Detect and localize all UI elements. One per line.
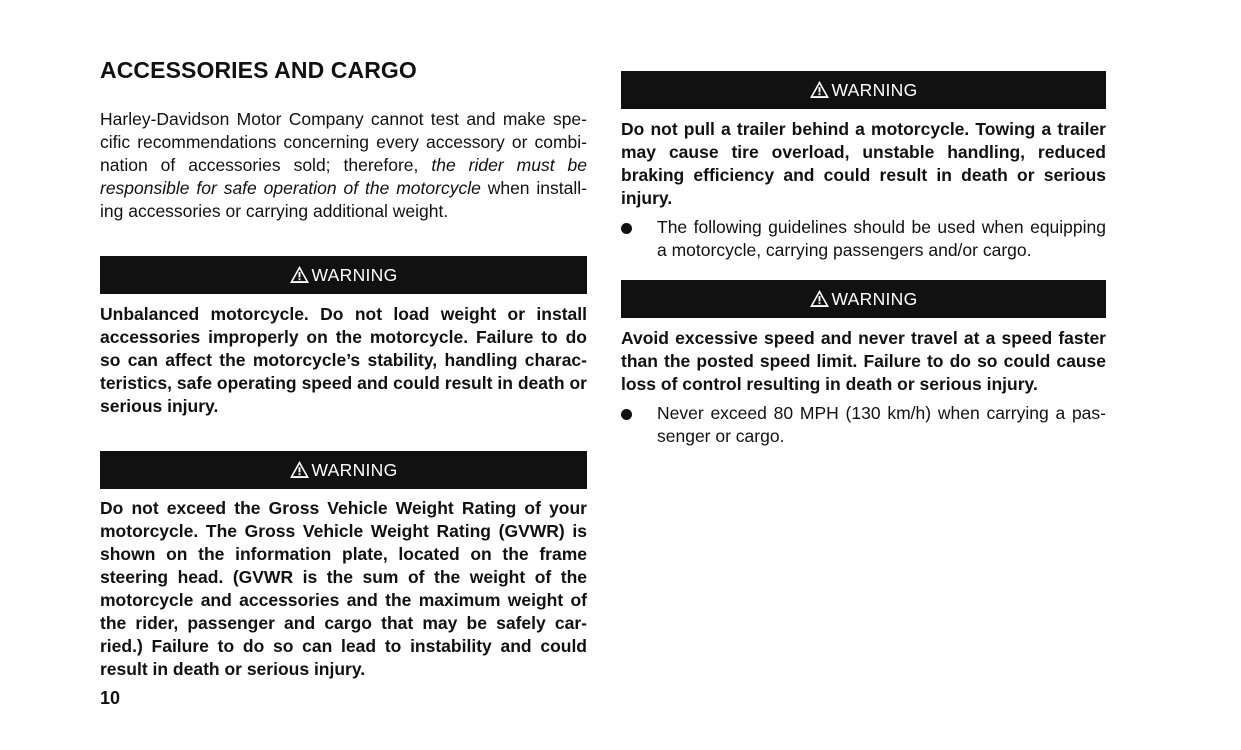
page-number: 10	[100, 688, 121, 708]
warning-text-3: Do not pull a trailer behind a motorcycle. Towing a trailer may cause tire overload, unstable handling, reduced braking efficiency and could result in death or serious injury.	[621, 119, 1106, 208]
bullet-dot-icon	[621, 409, 632, 420]
warning-label: WARNING	[831, 288, 918, 309]
warning-triangle-icon	[289, 265, 310, 284]
warning-banner-2	[100, 451, 587, 489]
bullet-text-2: Never exceed 80 MPH (130 km/h) when carrying a pas-senger or cargo.	[657, 403, 1106, 446]
bullet-text-1: The following guidelines should be used when equipping a motorcycle, carrying passengers and/or cargo.	[657, 217, 1106, 260]
warning-text-4: Avoid excessive speed and never travel at a speed faster than the posted speed limit. Failure to do so could cause loss of control resulting in death or serious injury.	[621, 328, 1106, 394]
warning-label: WARNING	[831, 79, 918, 100]
warning-banner-4	[621, 280, 1106, 318]
warning-text-1: Unbalanced motorcycle. Do not load weight or install accessories improperly on the motorcycle. Failure to do so can affect the motorcycle’s stability, handling charac-teristics, safe operating speed and could result in death or serious injury.	[100, 304, 587, 416]
warning-label: WARNING	[311, 264, 398, 285]
section-title: ACCESSORIES AND CARGO	[100, 57, 417, 83]
intro-emphasis: the rider must be responsible for safe operation of the motorcycle	[100, 155, 587, 198]
warning-banner-1	[100, 256, 587, 294]
warning-triangle-icon	[289, 460, 310, 479]
warning-text-2: Do not exceed the Gross Vehicle Weight Rating of your motorcycle. The Gross Vehicle Weight Rating (GVWR) is shown on the information plate, located on the frame steering head. (GVWR is the sum of the weight of the motorcycle and accessories and the maximum weight of the rider, passenger and cargo that may be safely car-ried.) Failure to do so can lead to instability and could result in death or serious injury.	[100, 498, 587, 679]
warning-triangle-icon	[809, 80, 830, 99]
intro-paragraph	[100, 108, 587, 223]
intro-text-part2: when install-ing accessories or carrying additional weight.	[100, 178, 587, 221]
warning-banner-3	[621, 71, 1106, 109]
warning-triangle-icon	[809, 289, 830, 308]
bullet-dot-icon	[621, 223, 632, 234]
warning-label: WARNING	[311, 459, 398, 480]
intro-text-part1: Harley-Davidson Motor Company cannot test and make spe-cific recommendations concerning every accessory or combi-nation of accessories sold; therefore,	[100, 109, 587, 175]
